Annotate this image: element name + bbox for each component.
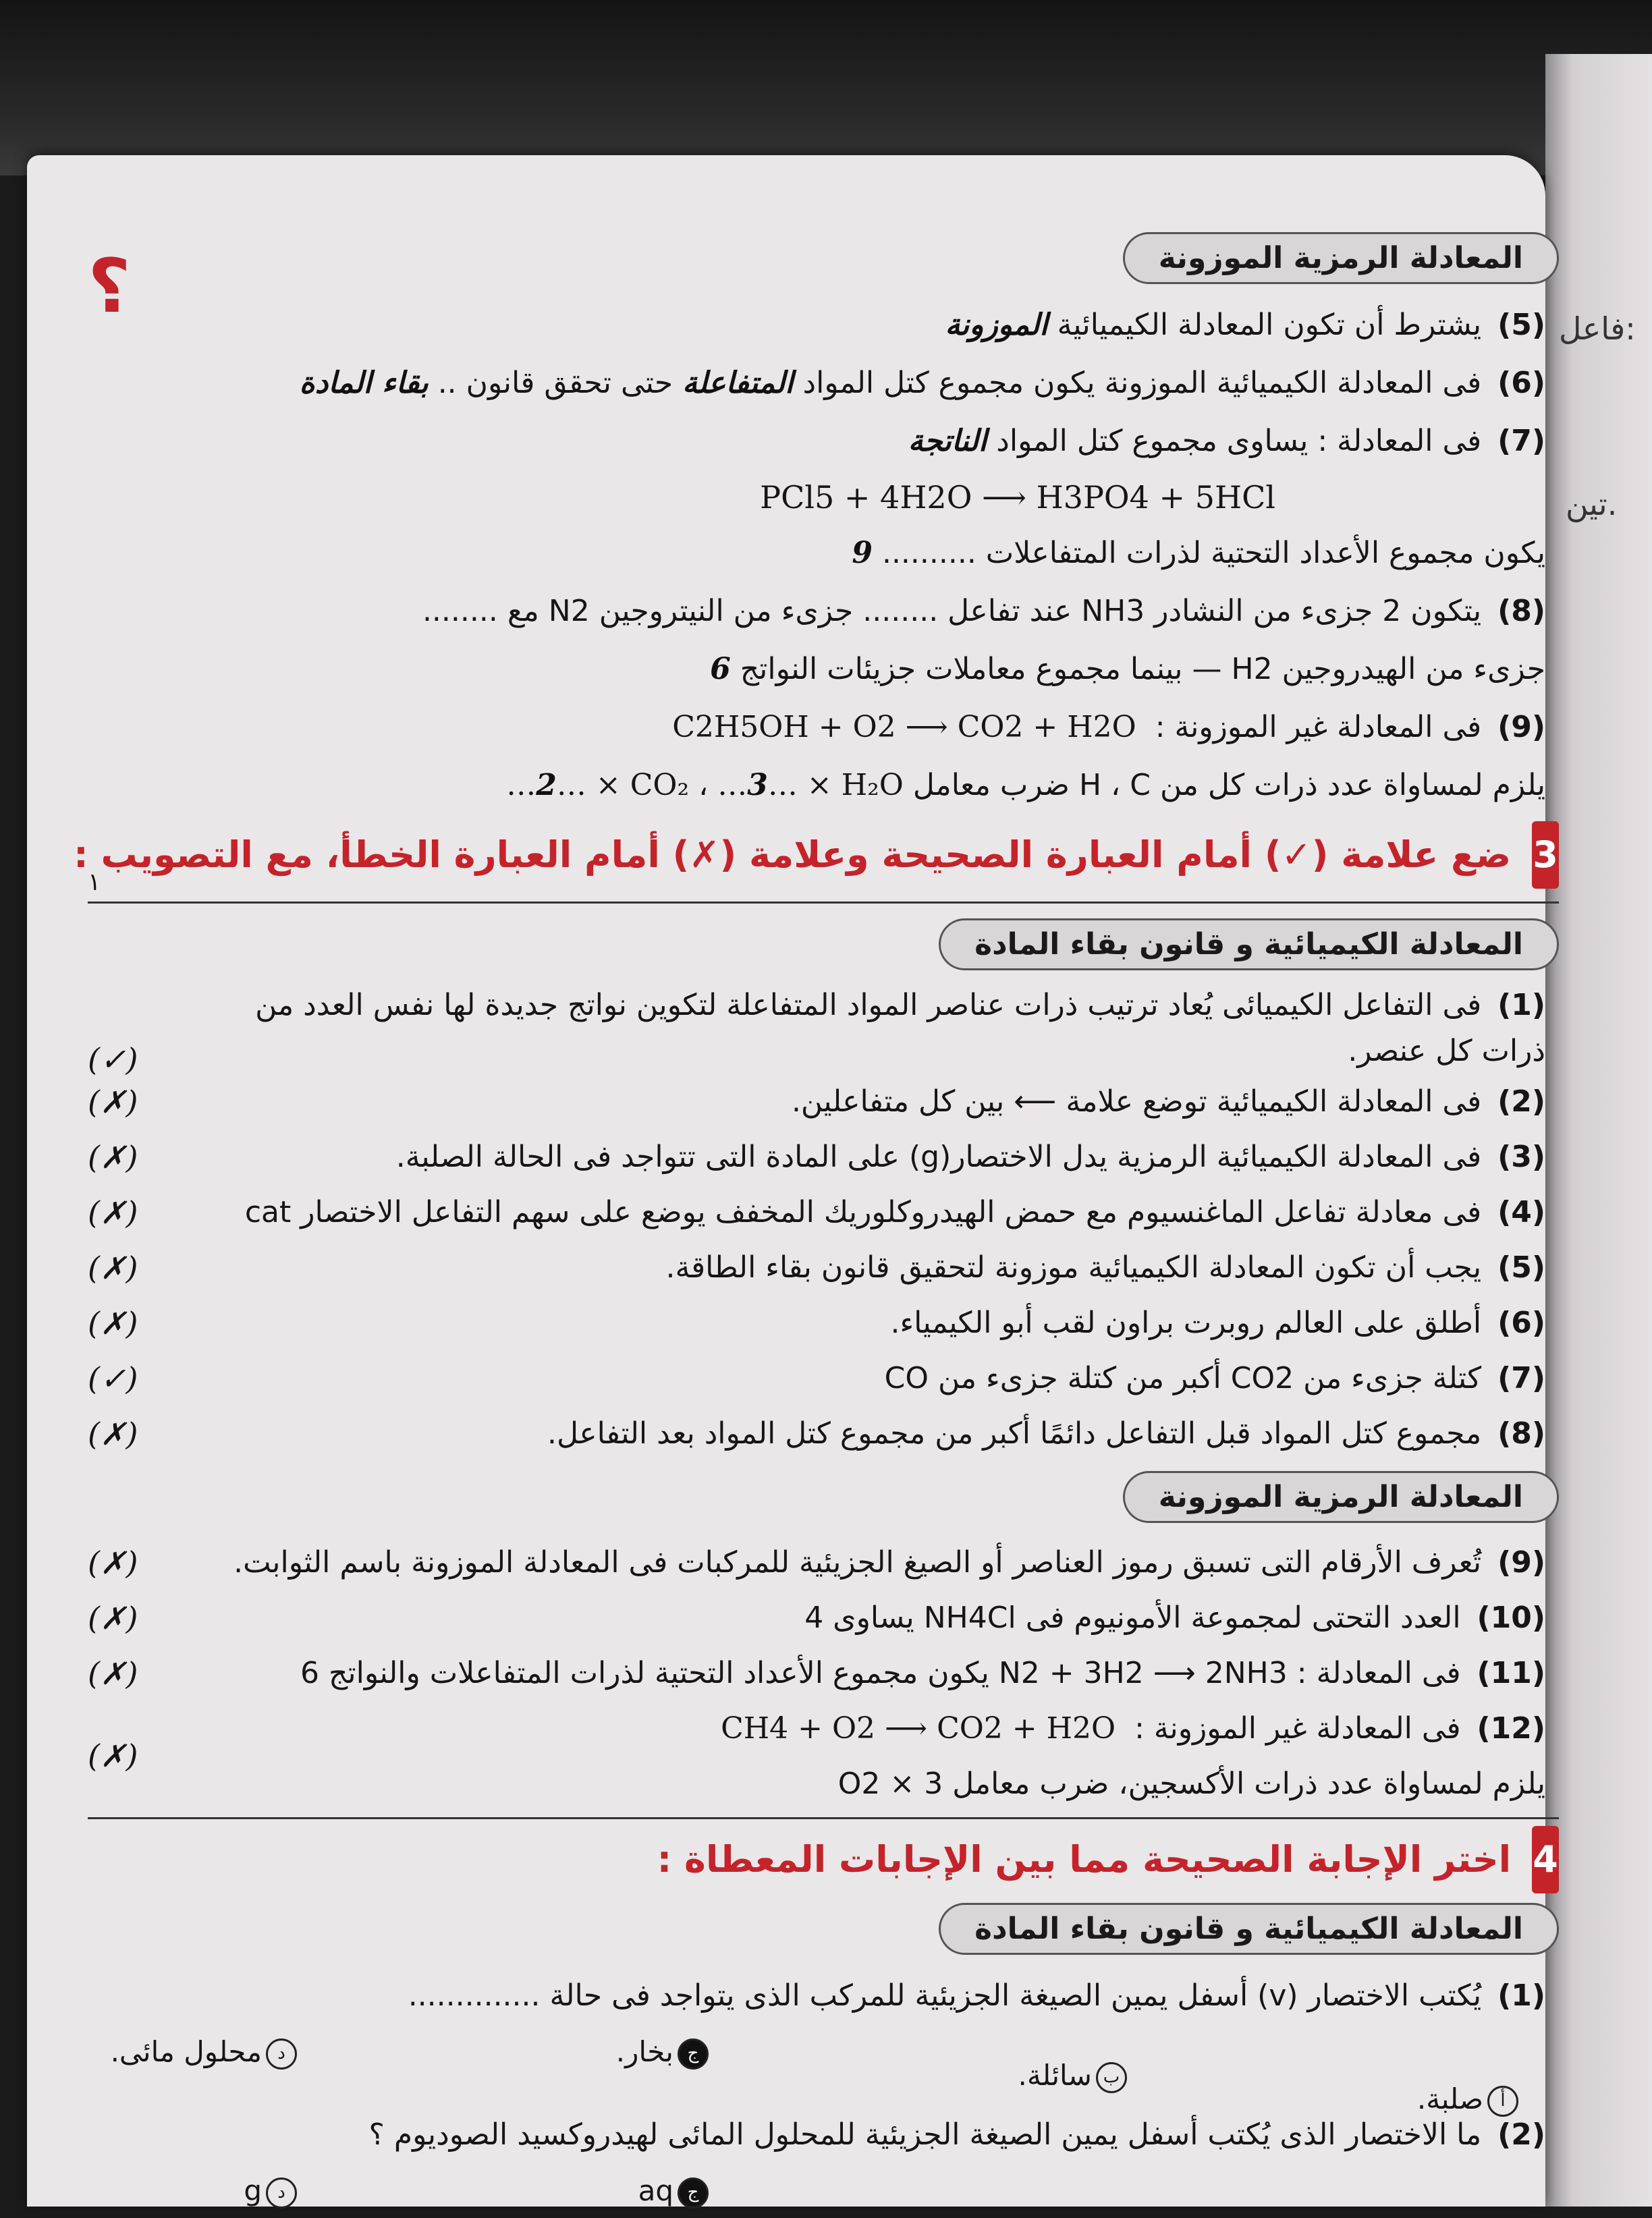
- option-a[interactable]: أصلبة.: [1417, 2072, 1518, 2126]
- item-number: (11): [1477, 1656, 1545, 1690]
- item-number: (9): [1497, 710, 1545, 744]
- handwritten-answer: 6: [710, 652, 731, 686]
- item-text: فى المعادلة الكيميائية الرمزية يدل الاختصار(g) على المادة التى تتواجد فى الحالة الصلبة.: [395, 1140, 1482, 1174]
- fill-item-continued: جزىء من الهيدروجين H2 — بينما مجموع معاملات جزيئات النواتج 6: [710, 652, 1545, 686]
- fill-item: [88, 582, 1559, 640]
- item-tail: يكون مجموع الأعداد التحتية لذرات المتفاعلات ..........: [881, 536, 1545, 570]
- section-number: 3: [1532, 821, 1559, 889]
- section-pill: المعادلة الكيميائية و قانون بقاء المادة: [939, 918, 1559, 970]
- tf-item: [88, 1240, 1559, 1296]
- tf-item: [88, 1590, 1559, 1646]
- handwritten-mark: (✗): [88, 1655, 138, 1692]
- item-text: فى المعادلة الكيميائية الموزونة يكون مجموع كتل المواد: [802, 366, 1482, 400]
- tf-item: [88, 1535, 1559, 1590]
- question-text: يُكتب الاختصار (v) أسفل يمين الصيغة الجزيئية للمركب الذى يتواجد فى حالة ..............: [408, 1978, 1482, 2013]
- tf-item: [88, 1185, 1559, 1240]
- item-tail: حتى تحقق قانون ..: [428, 366, 673, 400]
- tf-item: [88, 1701, 1559, 1774]
- item-number: (3): [1497, 1140, 1545, 1174]
- chemical-equation: C2H5OH + O2 ⟶ CO2 + H2O: [672, 710, 1136, 744]
- handwritten-mark: (✗): [88, 1250, 138, 1286]
- item-number: (1): [1497, 1978, 1545, 2013]
- section-number: 4: [1532, 1826, 1559, 1893]
- mcq-options: [88, 2025, 1559, 2115]
- item-text: يشترط أن تكون المعادلة الكيميائية: [1057, 308, 1482, 342]
- handwritten-mark: (✗): [88, 1545, 138, 1581]
- divider: [88, 1817, 1559, 1819]
- item-tail: يلزم لمساواة عدد ذرات الأكسجين، ضرب معامل 3 × O2: [837, 1767, 1545, 1801]
- section-pill: المعادلة الكيميائية و قانون بقاء المادة: [939, 1903, 1559, 1955]
- handwritten-mark: (✗): [88, 1600, 138, 1636]
- handwritten-answer: 9: [852, 536, 873, 570]
- handwritten-mark: (✗): [88, 1305, 138, 1341]
- section-title: ضع علامة (✓) أمام العبارة الصحيحة وعلامة (✗) أمام العبارة الخطأ، مع التصويب :: [74, 833, 1512, 876]
- item-text: العدد التحتى لمجموعة الأمونيوم فى NH4Cl يساوى 4: [804, 1601, 1461, 1635]
- item-number: (9): [1497, 1545, 1545, 1580]
- handwritten-answer: 2: [536, 768, 557, 802]
- mcq-options: [88, 2164, 1559, 2218]
- equation-line: [88, 470, 1559, 524]
- section-title: اختر الإجابة الصحيحة مما بين الإجابات المعطاة :: [657, 1838, 1512, 1881]
- item-number: (7): [1497, 1361, 1545, 1395]
- handwritten-answer: الناتجة: [908, 424, 987, 458]
- side-number: ١: [88, 868, 101, 896]
- chemical-equation: CH4 + O2 ⟶ CO2 + H2O: [721, 1711, 1116, 1746]
- fill-item: [88, 698, 1559, 756]
- chemical-equation: PCl5 + 4H2O ⟶ H3PO4 + 5HCl: [760, 479, 1275, 516]
- item-text: فى المعادلة :: [1317, 424, 1482, 458]
- fill-item-continued: يلزم لمساواة عدد ذرات كل من H ، C ضرب معامل …2… × CO₂ ، …3… × H₂O: [506, 768, 1545, 802]
- item-tail: يساوى مجموع كتل المواد: [996, 424, 1309, 458]
- item-number: (2): [1497, 1084, 1545, 1119]
- item-text: مجموع كتل المواد قبل التفاعل دائمًا أكبر من مجموع كتل المواد بعد التفاعل.: [547, 1416, 1482, 1451]
- item-tail: يلزم لمساواة عدد ذرات كل من H ، C ضرب معامل: [912, 768, 1545, 802]
- fill-item: [88, 296, 1559, 354]
- item-text: فى المعادلة غير الموزونة :: [1134, 1711, 1461, 1746]
- tf-item: [88, 1296, 1559, 1351]
- item-number: (2): [1497, 2117, 1545, 2152]
- tf-item: [88, 982, 1559, 1078]
- next-page-fragment: تين.: [1566, 486, 1618, 522]
- option-d[interactable]: دg: [244, 2164, 297, 2218]
- handwritten-mark: (✗): [88, 1139, 138, 1175]
- section-pill: المعادلة الرمزية الموزونة: [1123, 232, 1559, 284]
- item-text: فى التفاعل الكيميائى يُعاد ترتيب ذرات عناصر المواد المتفاعلة لتكوين نواتج جديدة لها نفس العدد من ذرات كل عنصر.: [255, 988, 1545, 1068]
- question-mark-icon: ؟: [88, 243, 131, 329]
- question-text: ما الاختصار الذى يُكتب أسفل يمين الصيغة الجزيئية للمحلول المائى لهيدروكسيد الصوديوم ؟: [368, 2117, 1482, 2152]
- tf-item-continued: [88, 1756, 1559, 1812]
- tf-item: [88, 1351, 1559, 1406]
- item-text: فى المعادلة غير الموزونة :: [1155, 710, 1482, 744]
- fill-item: [88, 354, 1559, 412]
- option-b[interactable]: بسائلة.: [1018, 2049, 1127, 2103]
- handwritten-mark: (✗): [88, 1738, 138, 1774]
- handwritten-mark: (✓): [88, 1041, 138, 1078]
- item-number: (10): [1477, 1601, 1545, 1635]
- option-c-selected[interactable]: جaq: [638, 2164, 709, 2218]
- photo-backdrop: [0, 0, 1652, 175]
- section-heading: [88, 1826, 1559, 1893]
- handwritten-mark: (✗): [88, 1084, 138, 1120]
- handwritten-answer: المتفاعلة: [682, 366, 794, 400]
- section-pill: المعادلة الرمزية الموزونة: [1123, 1471, 1559, 1523]
- mcq-question: [88, 2106, 1559, 2164]
- item-number: (6): [1497, 1306, 1545, 1340]
- handwritten-answer: الموزونة: [945, 308, 1048, 342]
- item-text: يتكون 2 جزىء من النشادر NH3 عند تفاعل ........ جزىء من النيتروجين N2 مع ........: [422, 594, 1482, 628]
- divider: [88, 902, 1559, 904]
- tf-item: [88, 1646, 1559, 1701]
- tf-item: [88, 1074, 1559, 1130]
- handwritten-mark: (✗): [88, 1194, 138, 1231]
- handwritten-mark: (✓): [88, 1360, 138, 1397]
- tf-item: [88, 1130, 1559, 1185]
- handwritten-mark: (✗): [88, 1416, 138, 1452]
- option-c-selected[interactable]: جبخار.: [616, 2025, 709, 2079]
- item-text: تُعرف الأرقام التى تسبق رموز العناصر أو الصيغ الجزيئية للمركبات فى المعادلة الموزونة باسم الثوابت.: [233, 1545, 1482, 1580]
- item-text: فى معادلة تفاعل الماغنسيوم مع حمض الهيدروكلوريك المخفف يوضع على سهم التفاعل الاختصار cat: [244, 1195, 1482, 1229]
- item-extra: جزىء من الهيدروجين H2: [1231, 652, 1545, 686]
- item-text: يجب أن تكون المعادلة الكيميائية موزونة لتحقيق قانون بقاء الطاقة.: [665, 1250, 1482, 1285]
- option-d[interactable]: دمحلول مائى.: [111, 2025, 297, 2079]
- fill-item-continued: [88, 524, 1559, 582]
- handwritten-answer: بقاء المادة: [299, 366, 429, 400]
- handwritten-answer: 3: [747, 768, 768, 802]
- item-number: (4): [1497, 1195, 1545, 1229]
- item-number: (12): [1477, 1711, 1545, 1746]
- item-tail: بينما مجموع معاملات جزيئات النواتج: [740, 652, 1183, 686]
- item-number: (5): [1497, 308, 1545, 342]
- next-page-fragment: فاعل:: [1559, 310, 1636, 347]
- item-number: (7): [1497, 424, 1545, 458]
- item-number: (8): [1497, 1416, 1545, 1451]
- item-text: أطلق على العالم روبرت براون لقب أبو الكيمياء.: [890, 1306, 1482, 1340]
- mcq-question: [88, 1967, 1559, 2025]
- item-number: (1): [1497, 988, 1545, 1022]
- page-content: [74, 223, 1559, 2218]
- item-number: (5): [1497, 1250, 1545, 1285]
- item-text: فى المعادلة الكيميائية توضع علامة ⟵ بين كل متفاعلين.: [791, 1084, 1482, 1119]
- tf-item: [88, 1406, 1559, 1462]
- item-number: (6): [1497, 366, 1545, 400]
- item-number: (8): [1497, 594, 1545, 628]
- item-text: كتلة جزىء من CO2 أكبر من كتلة جزىء من CO: [884, 1361, 1482, 1395]
- fill-item: [88, 412, 1559, 470]
- section-heading: [74, 821, 1559, 889]
- item-text: فى المعادلة : N2 + 3H2 ⟶ 2NH3 يكون مجموع الأعداد التحتية لذرات المتفاعلات والنواتج 6: [300, 1656, 1461, 1690]
- next-page-edge: [1545, 54, 1652, 2207]
